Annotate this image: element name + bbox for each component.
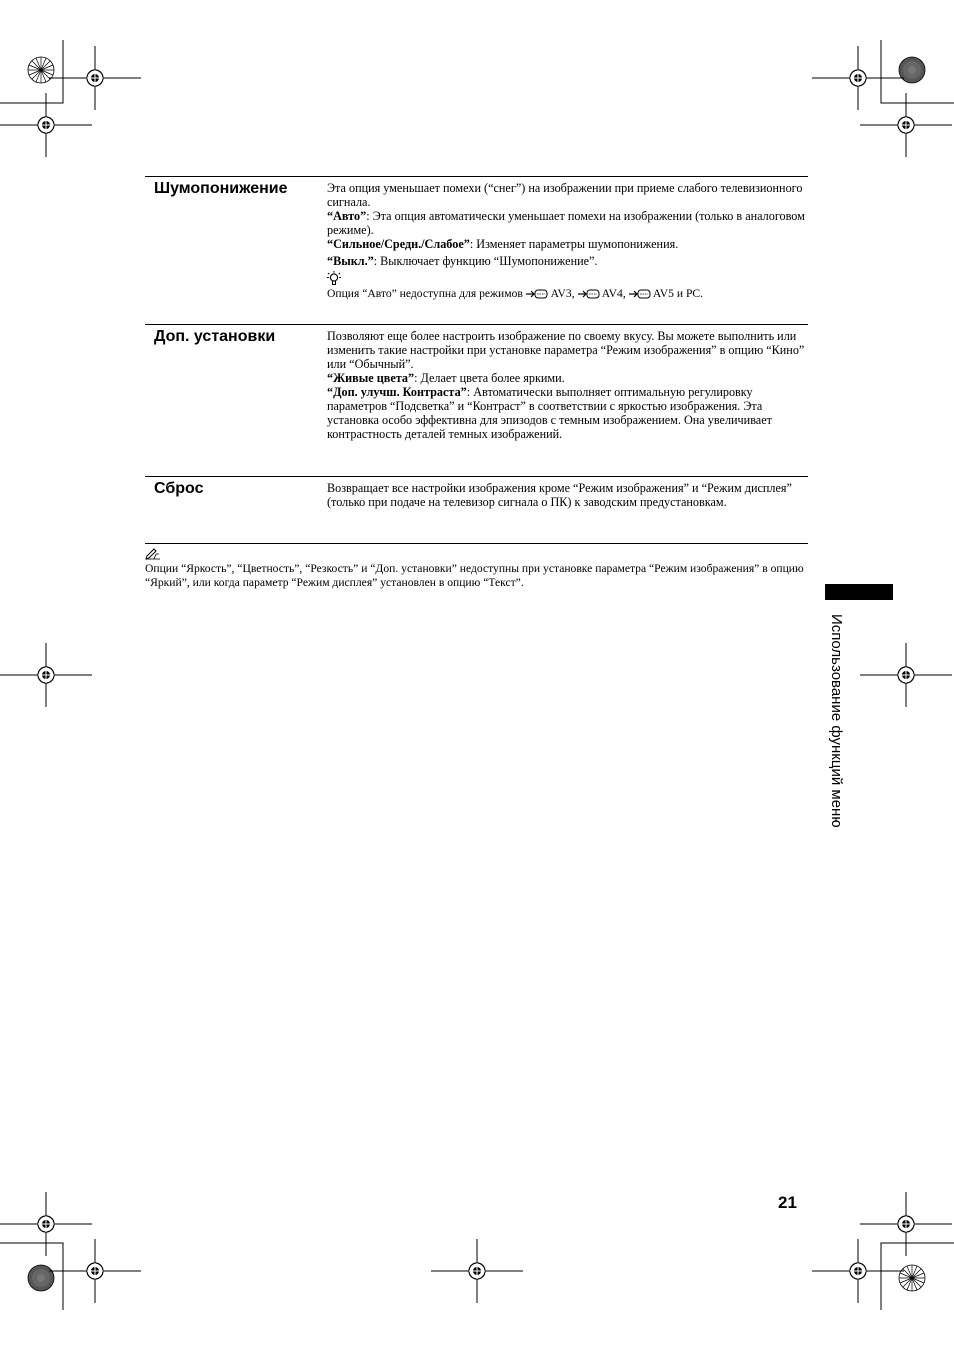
option-vivid bbox=[327, 371, 809, 385]
light-bulb-icon bbox=[327, 271, 341, 286]
setting-description bbox=[327, 181, 809, 301]
option-auto bbox=[327, 209, 809, 237]
note-icon-line bbox=[145, 548, 808, 562]
setting-row-advanced bbox=[145, 324, 808, 477]
note-block bbox=[145, 548, 808, 590]
setting-intro: Позволяют еще более настроить изображение по своему вкусу. Вы можете выполнить или изменить такие настройки при установке параметра “Режим изображения” в опцию “Кино” или “Обычный”. bbox=[327, 329, 805, 371]
setting-term: Шумопонижение bbox=[154, 180, 288, 197]
setting-term: Доп. установки bbox=[154, 328, 276, 345]
tip-text-line bbox=[327, 287, 809, 301]
option-label: “Выкл.” bbox=[327, 254, 374, 268]
section-side-title: Использование функций меню bbox=[828, 614, 845, 828]
option-levels bbox=[327, 237, 809, 251]
tip-av5: AV5 и PC. bbox=[652, 287, 704, 300]
setting-row-reset bbox=[145, 476, 808, 544]
option-text: : Выключает функцию “Шумопонижение”. bbox=[373, 254, 598, 268]
page-number: 21 bbox=[778, 1193, 797, 1212]
option-text: : Автоматически выполняет оптимальную регулировку параметров “Подсветка” и “Контраст” в соответствии с яркостью изображения. Эта установка особо эффективна для эпизодов с темным изображением. Она увеличивает контрастность деталей темных изображений. bbox=[327, 385, 772, 441]
tip-av4: AV4, bbox=[601, 287, 626, 300]
option-text: : Делает цвета более яркими. bbox=[414, 371, 565, 385]
option-label: “Авто” bbox=[327, 209, 367, 223]
setting-intro: Эта опция уменьшает помехи (“снег”) на изображении при приеме слабого телевизионного сигнала. bbox=[327, 181, 803, 209]
option-label: “Доп. улучш. Контраста” bbox=[327, 385, 467, 399]
option-off bbox=[327, 254, 809, 268]
option-contrast bbox=[327, 385, 809, 441]
setting-description bbox=[327, 481, 809, 509]
tip-av3: AV3, bbox=[550, 287, 575, 300]
setting-term: Сброс bbox=[154, 480, 204, 497]
note-text: Опции “Яркость”, “Цветность”, “Резкость” и “Доп. установки” недоступны при установке параметра “Режим изображения” в опцию “Яркий”, или когда параметр “Режим дисплея” установлен в опцию “Текст”. bbox=[145, 562, 804, 589]
tip-icon-line bbox=[327, 271, 809, 287]
option-label: “Сильное/Средн./Слабое” bbox=[327, 237, 470, 251]
av-input-icon bbox=[578, 289, 600, 299]
option-text: : Изменяет параметры шумопонижения. bbox=[469, 237, 679, 251]
av-input-icon bbox=[629, 289, 651, 299]
option-label: “Живые цвета” bbox=[327, 371, 415, 385]
tip-text: Опция “Авто” недоступна для режимов bbox=[327, 287, 523, 300]
av-input-icon bbox=[526, 289, 548, 299]
section-tab-marker bbox=[825, 584, 893, 600]
setting-description bbox=[327, 329, 809, 441]
setting-row-noise-reduction bbox=[145, 176, 808, 325]
option-text: : Эта опция автоматически уменьшает помехи на изображении (только в аналоговом режиме). bbox=[327, 209, 805, 237]
setting-text: Возвращает все настройки изображения кроме “Режим изображения” и “Режим дисплея” (только при подаче на телевизор сигнала о ПК) к заводским предустановкам. bbox=[327, 481, 792, 509]
pencil-note-icon bbox=[145, 548, 161, 560]
